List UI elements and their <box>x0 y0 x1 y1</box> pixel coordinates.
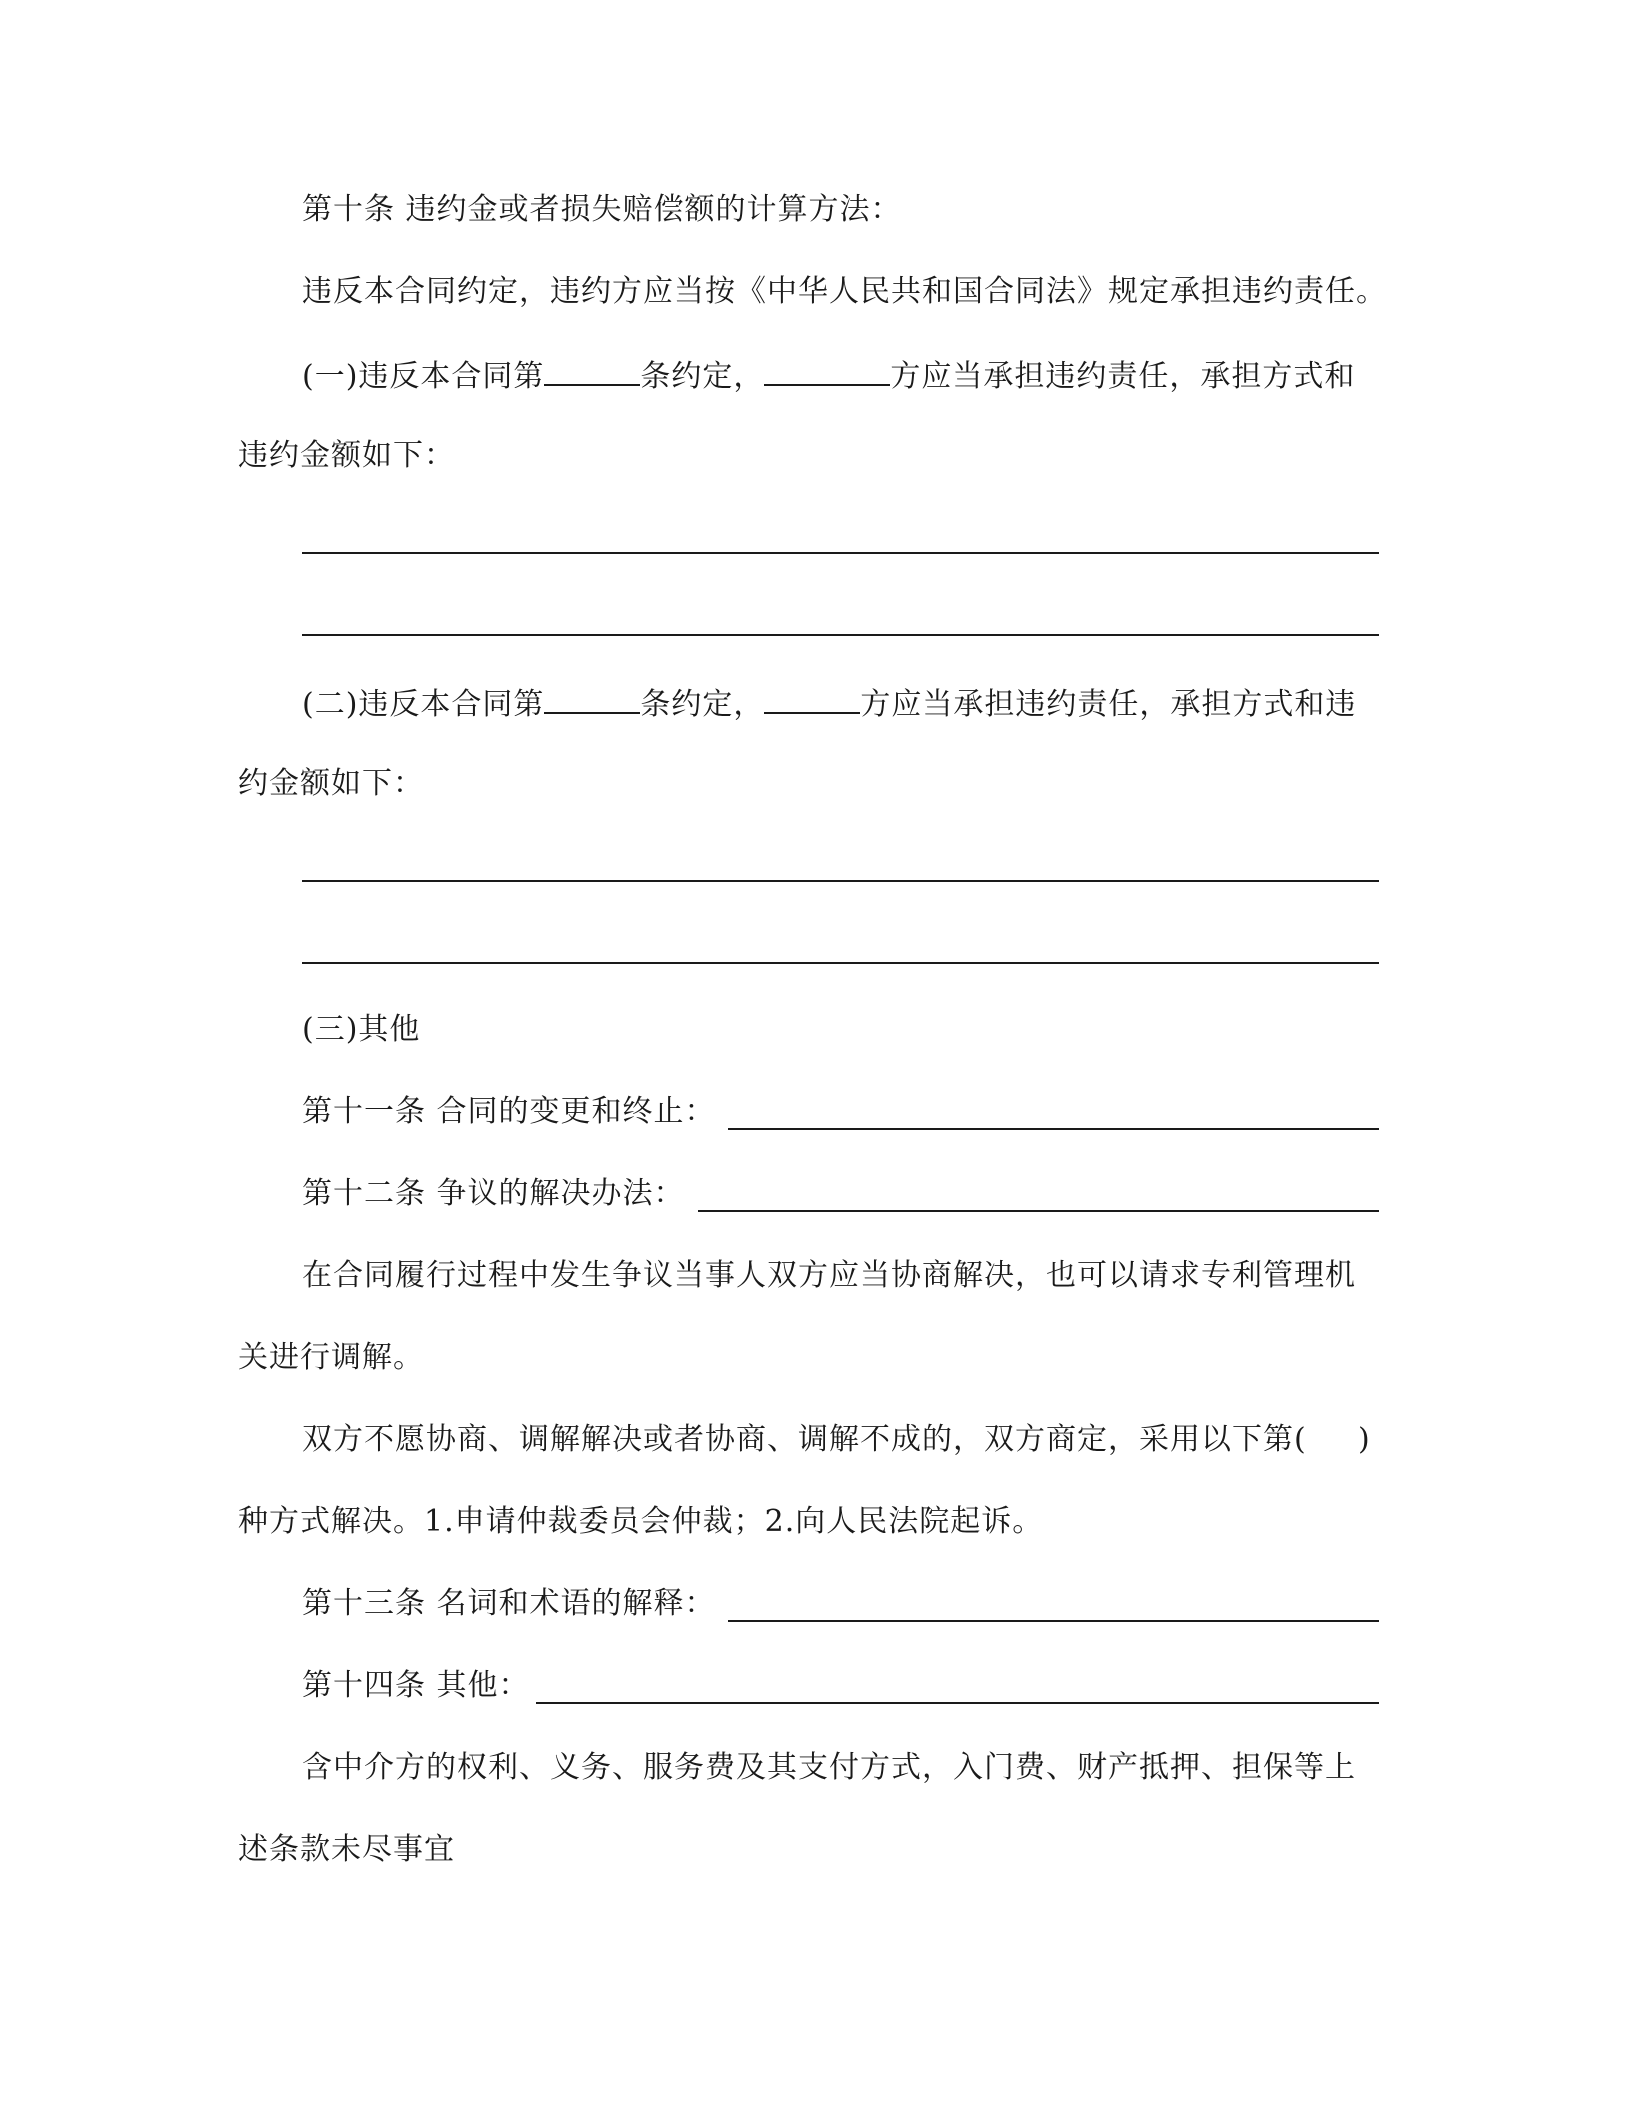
article-13-heading: 第十三条 名词和术语的解释： <box>302 1586 716 1621</box>
item-2-party-blank[interactable] <box>764 682 860 714</box>
item-1-text-a: (一)违反本合同第 <box>302 359 545 394</box>
item-2-fill-line-2[interactable] <box>302 962 1379 964</box>
article-12-fill-line[interactable] <box>698 1210 1379 1212</box>
article-10-heading: 第十条 违约金或者损失赔偿额的计算方法： <box>302 192 902 227</box>
item-2-text-c: 方应当承担违约责任，承担方式和违 <box>860 687 1357 722</box>
item-1-party-blank[interactable] <box>764 354 890 386</box>
item-1-fill-line-1[interactable] <box>302 552 1379 554</box>
other-paragraph-line-2: 述条款未尽事宜 <box>238 1832 455 1867</box>
item-3: (三)其他 <box>302 1012 421 1047</box>
article-12-heading: 第十二条 争议的解决办法： <box>302 1176 685 1211</box>
article-14-heading: 第十四条 其他： <box>302 1668 530 1703</box>
dispute-paragraph-1-line-1: 在合同履行过程中发生争议当事人双方应当协商解决，也可以请求专利管理机 <box>302 1258 1356 1293</box>
article-11-heading: 第十一条 合同的变更和终止： <box>302 1094 716 1129</box>
item-2-text-a: (二)违反本合同第 <box>302 687 545 722</box>
article-14-fill-line[interactable] <box>536 1702 1379 1704</box>
item-2-line-2: 约金额如下： <box>238 766 424 801</box>
article-11-fill-line[interactable] <box>728 1128 1379 1130</box>
item-1-text-b: 条约定， <box>640 359 765 394</box>
dispute-paragraph-2-text: 双方不愿协商、调解解决或者协商、调解不成的，双方商定，采用以下第( <box>302 1422 1307 1457</box>
item-2-fill-line-1[interactable] <box>302 880 1379 882</box>
item-2-text-b: 条约定， <box>640 687 765 722</box>
article-10-intro: 违反本合同约定，违约方应当按《中华人民共和国合同法》规定承担违约责任。 <box>302 274 1387 309</box>
item-2-article-blank[interactable] <box>544 682 640 714</box>
other-paragraph-line-1: 含中介方的权利、义务、服务费及其支付方式，入门费、财产抵押、担保等上 <box>302 1750 1356 1785</box>
item-1-fill-line-2[interactable] <box>302 634 1379 636</box>
item-1-article-blank[interactable] <box>544 354 640 386</box>
dispute-paragraph-1-line-2: 关进行调解。 <box>238 1340 424 1375</box>
dispute-paragraph-2-line-1 <box>302 1420 1307 1460</box>
dispute-choice-close-paren: ) <box>1358 1422 1371 1457</box>
item-1-line-1 <box>302 354 1355 397</box>
item-1-text-c: 方应当承担违约责任，承担方式和 <box>890 359 1356 394</box>
item-1-line-2: 违约金额如下： <box>238 438 455 473</box>
dispute-paragraph-2-line-2: 种方式解决。1.申请仲裁委员会仲裁；2.向人民法院起诉。 <box>238 1504 1044 1539</box>
article-13-fill-line[interactable] <box>728 1620 1379 1622</box>
item-2-line-1 <box>302 682 1356 725</box>
